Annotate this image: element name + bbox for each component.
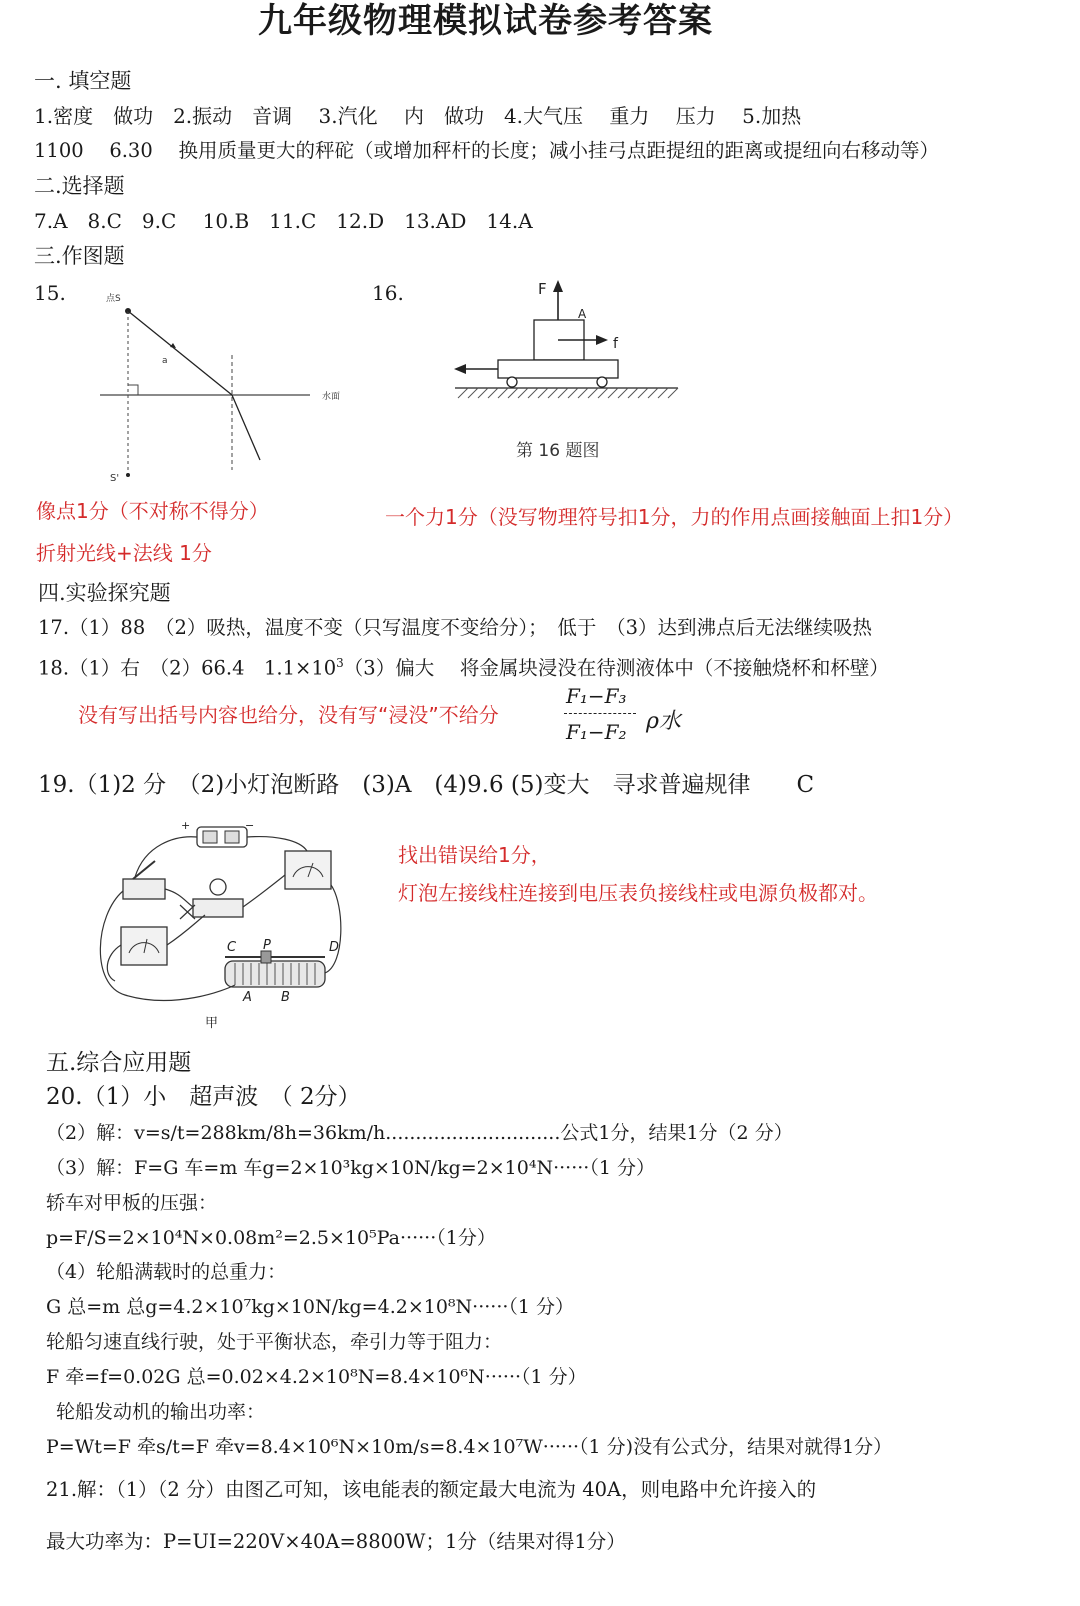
svg-text:+: + xyxy=(181,819,191,832)
q18-answer xyxy=(38,650,889,682)
q20-part1: 20.（1）小 超声波 （ 2分） xyxy=(46,1084,361,1110)
section-3-heading: 三.作图题 xyxy=(34,244,125,268)
svg-text:−: − xyxy=(245,819,255,832)
section-1-heading: 一. 填空题 xyxy=(34,69,132,93)
fig19-D-label: D xyxy=(329,940,340,955)
note-q15-image-point: 像点1分（不对称不得分） xyxy=(36,499,269,523)
fig16-force-diagram xyxy=(450,278,690,473)
q20-part3-label: 轿车对甲板的压强： xyxy=(46,1192,218,1214)
fig16-caption: 第 16 题图 xyxy=(516,441,600,461)
section-5-heading: 五.综合应用题 xyxy=(46,1050,192,1076)
fig16-F-label: F xyxy=(538,280,547,298)
page-title: 九年级物理模拟试卷参考答案 xyxy=(258,1,713,41)
fig19-P-label: P xyxy=(263,938,271,953)
fill-blank-line-2: 1100 6.30 换用质量更大的秤砣（或增加秤杆的长度；减小挂弓点距提纽的距离或提纽向右移动等） xyxy=(34,139,939,162)
fig16-f-label: f xyxy=(613,336,618,352)
q18-text-pre: 18.（1）右 （2）66.4 1.1×10 xyxy=(38,656,337,680)
fig15-a-label: a xyxy=(162,356,168,366)
fig19-circuit-diagram xyxy=(85,815,415,1035)
formula-denominator: F₁−F₂ xyxy=(566,720,627,744)
q18-text-post: （3）偏大 将金属块浸没在待测液体中（不接触烧杯和杯壁） xyxy=(343,656,889,680)
q20-part4-power: P=Wt=F 牵s/t=F 牵v=8.4×10⁶N×10m/s=8.4×10⁷W······（1 分)没有公式分，结果对就得1分） xyxy=(46,1436,893,1458)
q17-text: 17.（1）88 （2）吸热，温度不变（只写温度不变给分）； 低于 （3）达到沸点后无法继续吸热 xyxy=(38,616,873,639)
q20-part2: （2）解：v=s/t=288km/8h=36km/h.............................公式1分，结果1分（2 分） xyxy=(46,1122,793,1144)
q20-part4-balance: 轮船匀速直线行驶，处于平衡状态，牵引力等于阻力： xyxy=(46,1331,503,1353)
note-q19-line-1: 找出错误给1分， xyxy=(398,843,551,867)
choice-answers: 7.A 8.C 9.C 10.B 11.C 12.D 13.AD 14.A xyxy=(34,209,533,233)
q20-part4: （4）轮船满载时的总重力： xyxy=(46,1261,287,1283)
q18-exponent: 3 xyxy=(336,656,344,670)
formula-numerator: F₁−F₃ xyxy=(566,684,627,708)
fill-blank-line-1: 1.密度 做功 2.振动 音调 3.汽化 内 做功 4.大气压 重力 压力 5.加热 xyxy=(34,104,802,128)
formula-fraction-bar xyxy=(564,713,636,714)
q17-answer xyxy=(38,615,872,641)
section-4-heading: 四.实验探究题 xyxy=(38,581,171,605)
fig19-A-label: A xyxy=(243,990,252,1005)
section-2-heading: 二.选择题 xyxy=(34,174,125,198)
note-q16-force: 一个力1分（没写物理符号扣1分，力的作用点画接触面上扣1分） xyxy=(385,505,964,529)
q19-answer: 19.（1)2 分 （2)小灯泡断路 (3)A (4)9.6 (5)变大 寻求普遍规律 C xyxy=(38,772,815,798)
fig16-A-label: A xyxy=(578,307,587,321)
fig19-C-label: C xyxy=(227,940,237,955)
fig15-s-label: 点S xyxy=(106,294,121,304)
fig15-refraction-diagram xyxy=(90,285,360,490)
note-q18: 没有写出括号内容也给分，没有写“浸没”不给分 xyxy=(78,703,499,727)
q16-number: 16. xyxy=(372,281,404,305)
q20-part4-gravity: G 总=m 总g=4.2×10⁷kg×10N/kg=4.2×10⁸N······（1 分） xyxy=(46,1296,575,1318)
q21-line-1: 21.解：（1）（2 分）由图乙可知，该电能表的额定最大电流为 40A，则电路中允许接入的 xyxy=(46,1478,817,1501)
formula-rho-water: ρ水 xyxy=(646,709,681,734)
note-q15-refraction: 折射光线+法线 1分 xyxy=(36,541,212,565)
fig15-water-label: 水面 xyxy=(322,392,341,402)
fig15-s-image-label: S' xyxy=(110,473,120,484)
q15-number: 15. xyxy=(34,281,66,305)
note-q19-line-2: 灯泡左接线柱连接到电压表负接线柱或电源负极都对。 xyxy=(398,881,878,905)
q20-part4-force: F 牵=f=0.02G 总=0.02×4.2×10⁸N=8.4×10⁶N······（1 分） xyxy=(46,1366,587,1388)
q20-part3: （3）解：F=G 车=m 车g=2×10³kg×10N/kg=2×10⁴N······（1 分） xyxy=(46,1157,655,1179)
q20-part4-power-label: 轮船发动机的输出功率： xyxy=(56,1401,266,1423)
fig19-caption: 甲 xyxy=(205,1016,219,1031)
fig19-B-label: B xyxy=(281,990,290,1005)
q20-part3-pressure: p=F/S=2×10⁴N×0.08m²=2.5×10⁵Pa······（1分） xyxy=(46,1227,496,1249)
q21-line-2: 最大功率为：P=UI=220V×40A=8800W；1分（结果对得1分） xyxy=(46,1530,626,1553)
